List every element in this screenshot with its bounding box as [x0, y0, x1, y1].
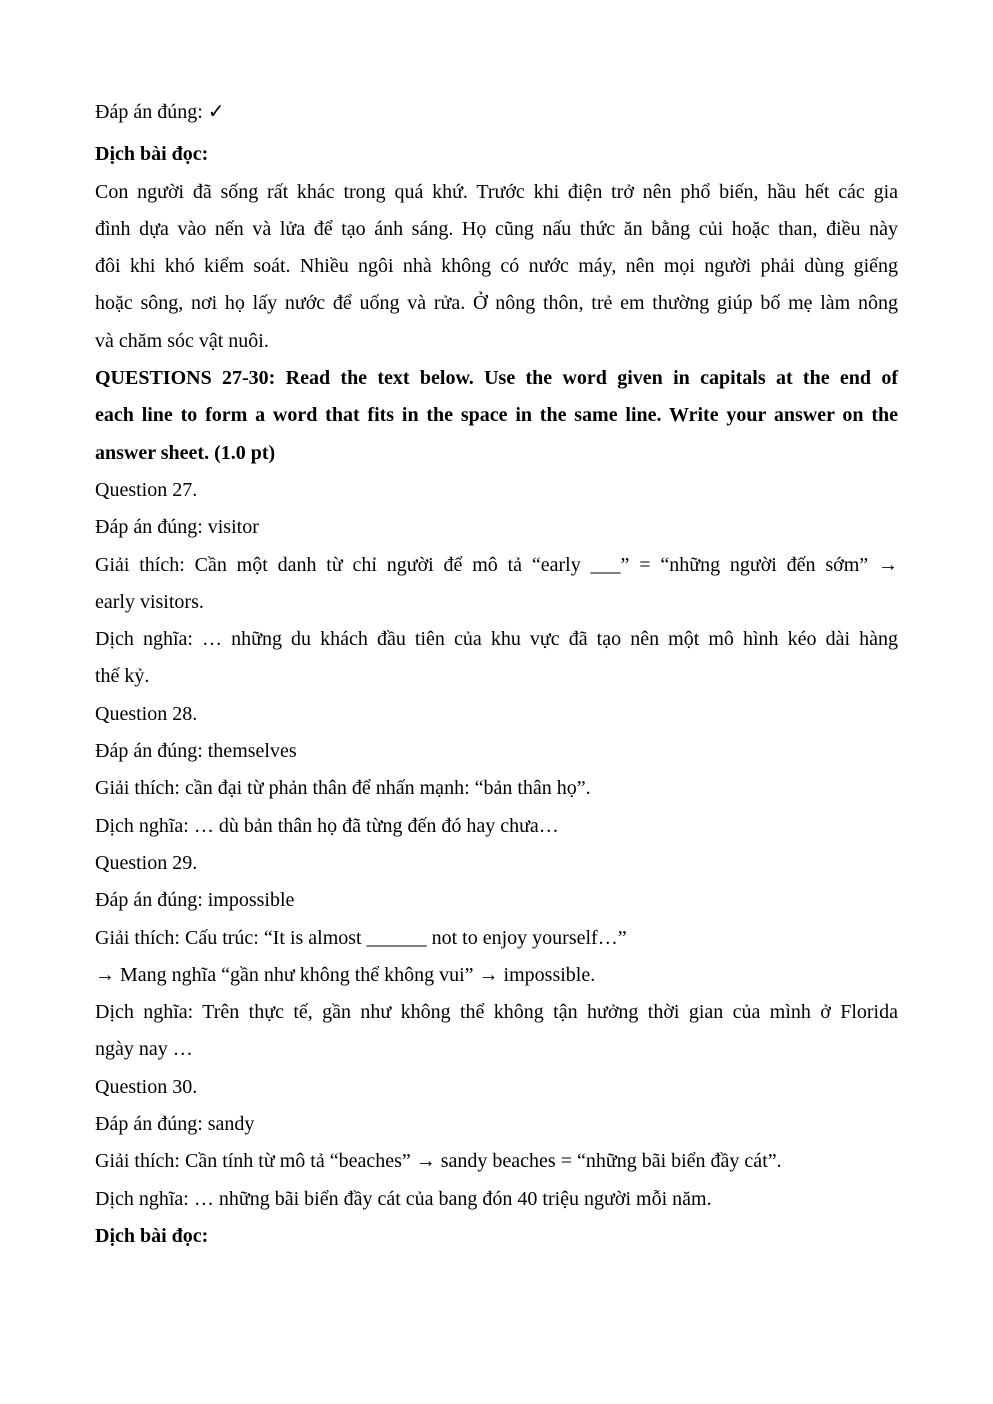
- question-28: [95, 696, 898, 845]
- question-meaning: Dịch nghĩa: … những bãi biển đầy cát của bang đón 40 triệu người mỗi năm.: [95, 1187, 712, 1210]
- section-heading-line: each line to form a word that fits in the space in the same line. Write your answer on the: [95, 404, 898, 427]
- document-page: [95, 94, 898, 1255]
- question-explanation: Giải thích: cần đại từ phản thân để nhấn mạnh: “bản thân họ”.: [95, 777, 591, 800]
- question-answer: Đáp án đúng: sandy: [95, 1113, 255, 1136]
- question-29: [95, 845, 898, 1069]
- question-title: Question 30.: [95, 1075, 198, 1098]
- paragraph-line: Con người đã sống rất khác trong quá khứ. Trước khi điện trở nên phổ biến, hầu hết các gia: [95, 180, 898, 203]
- question-meaning: Dịch nghĩa: Trên thực tế, gần như không thể không tận hưởng thời gian của mình ở Florida: [95, 1001, 898, 1024]
- question-27: [95, 472, 898, 696]
- question-meaning: thế kỷ.: [95, 665, 150, 688]
- question-meaning: Dịch nghĩa: … dù bản thân họ đã từng đến đó hay chưa…: [95, 814, 559, 837]
- question-explanation: Giải thích: Cấu trúc: “It is almost ______ not to enjoy yourself…”: [95, 926, 627, 949]
- previous-answer: Đáp án đúng: ✓: [95, 101, 225, 123]
- reading-translation-heading: Dịch bài đọc:: [95, 143, 209, 166]
- paragraph-line: và chăm sóc vật nuôi.: [95, 329, 269, 352]
- section-heading: [95, 360, 898, 472]
- question-30: [95, 1069, 898, 1218]
- question-meaning: Dịch nghĩa: … những du khách đầu tiên của khu vực đã tạo nên một mô hình kéo dài hàng: [95, 628, 898, 651]
- section-heading-line: answer sheet. (1.0 pt): [95, 441, 276, 464]
- question-answer: Đáp án đúng: impossible: [95, 889, 295, 912]
- section-heading-line: QUESTIONS 27-30: Read the text below. Use the word given in capitals at the end of: [95, 367, 898, 390]
- question-title: Question 28.: [95, 702, 198, 725]
- question-answer: Đáp án đúng: themselves: [95, 740, 297, 763]
- question-meaning: ngày nay …: [95, 1038, 193, 1061]
- question-explanation: Giải thích: Cần tính từ mô tả “beaches” → sandy beaches = “những bãi biển đầy cát”.: [95, 1150, 782, 1173]
- reading-translation-paragraph: [95, 174, 898, 360]
- reading-translation-heading: Dịch bài đọc:: [95, 1224, 209, 1247]
- question-explanation: → Mang nghĩa “gần như không thể không vui” → impossible.: [95, 963, 596, 986]
- question-title: Question 27.: [95, 478, 198, 501]
- paragraph-line: đôi khi khó kiểm soát. Nhiều ngôi nhà không có nước máy, nên mọi người phải dùng giếng: [95, 255, 898, 278]
- paragraph-line: hoặc sông, nơi họ lấy nước để uống và rửa. Ở nông thôn, trẻ em thường giúp bố mẹ làm nông: [95, 292, 898, 315]
- paragraph-line: đình dựa vào nến và lửa để tạo ánh sáng. Họ cũng nấu thức ăn bằng củi hoặc than, điều này: [95, 217, 898, 240]
- question-explanation: Giải thích: Cần một danh từ chỉ người để mô tả “early ___” = “những người đến sớm” →: [95, 553, 898, 576]
- question-answer: Đáp án đúng: visitor: [95, 516, 259, 539]
- question-title: Question 29.: [95, 851, 198, 874]
- question-explanation: early visitors.: [95, 590, 204, 613]
